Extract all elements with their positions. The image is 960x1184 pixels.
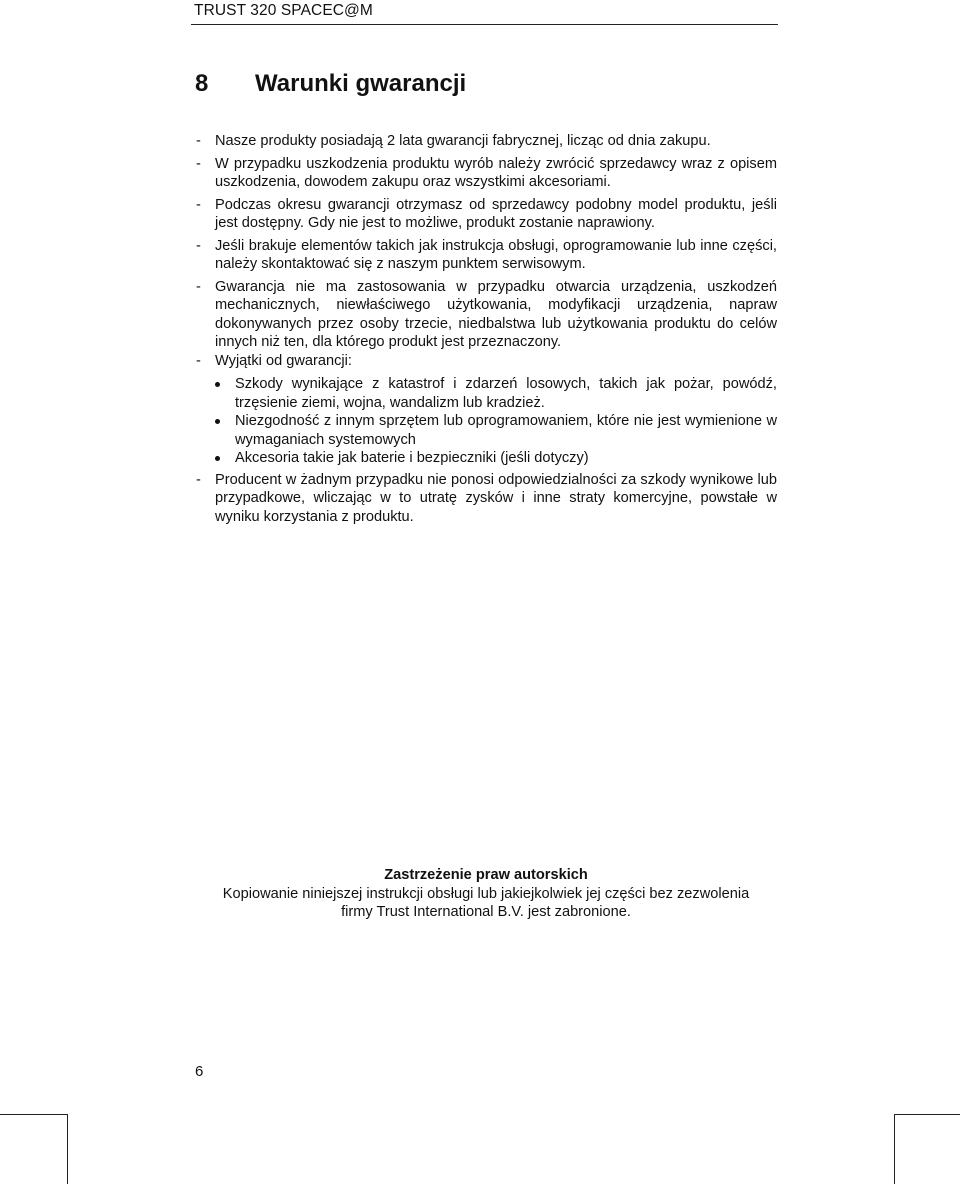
crop-mark [894,1114,960,1115]
exception-item: Szkody wynikające z katastrof i zdarzeń losowych, takich jak pożar, powódź, trzęsienie ziemi, wojna, wandalizm lub kradzież. [215,375,777,412]
exception-item: Akcesoria takie jak baterie i bezpieczniki (jeśli dotyczy) [215,449,777,468]
chapter-title: Warunki gwarancji [255,70,467,97]
chapter-heading [195,70,466,98]
exceptions-heading: Wyjątki od gwarancji: [215,352,352,369]
copyright-notice [190,866,782,922]
warranty-term: - Jeśli brakuje elementów takich jak instrukcja obsługi, oprogramowanie lub inne części, należy skontaktować się z naszym punktem serwisowym. [195,237,777,274]
copyright-text-line: Kopiowanie niniejszej instrukcji obsługi lub jakiejkolwiek jej części bez zezwolenia [222,885,750,902]
warranty-term: - Podczas okresu gwarancji otrzymasz od sprzedawcy podobny model produktu, jeśli jest dostępny. Gdy nie jest to możliwe, produkt zostanie naprawiony. [195,196,777,233]
warranty-term: - Producent w żadnym przypadku nie ponosi odpowiedzialności za szkody wynikowe lub przypadkowe, wliczając w to utratę zysków i inne straty komercyjne, powstałe w wyniku korzystania z produktu. [195,471,777,527]
crop-mark [894,1114,895,1184]
copyright-text-line: firmy Trust International B.V. jest zabronione. [341,904,631,920]
chapter-number: 8 [195,70,209,97]
warranty-exceptions [195,352,777,468]
header-rule [191,24,778,25]
running-header: TRUST 320 SPACEC@M [194,2,373,19]
exception-item: Niezgodność z innym sprzętem lub oprogramowaniem, które nie jest wymienione w wymaganiach systemowych [215,412,777,449]
crop-mark [0,1114,67,1115]
crop-mark [67,1114,68,1184]
warranty-term: - Nasze produkty posiadają 2 lata gwarancji fabrycznej, licząc od dnia zakupu. [195,132,777,151]
warranty-terms-list [195,132,777,530]
exceptions-list [215,375,777,468]
warranty-term: - Gwarancja nie ma zastosowania w przypadku otwarcia urządzenia, uszkodzeń mechanicznych, niewłaściwego użytkowania, modyfikacji urządzenia, napraw dokonywanych przez osoby trzecie, niedbalstwa lub użytkowania produktu do celów innych niż ten, dla którego produkt jest przeznaczony. [195,278,777,352]
warranty-term: - W przypadku uszkodzenia produktu wyrób należy zwrócić sprzedawcy wraz z opisem uszkodzenia, dowodem zakupu oraz wszystkimi akcesoriami. [195,155,777,192]
copyright-title: Zastrzeżenie praw autorskich [384,867,588,883]
page-number: 6 [195,1063,204,1080]
